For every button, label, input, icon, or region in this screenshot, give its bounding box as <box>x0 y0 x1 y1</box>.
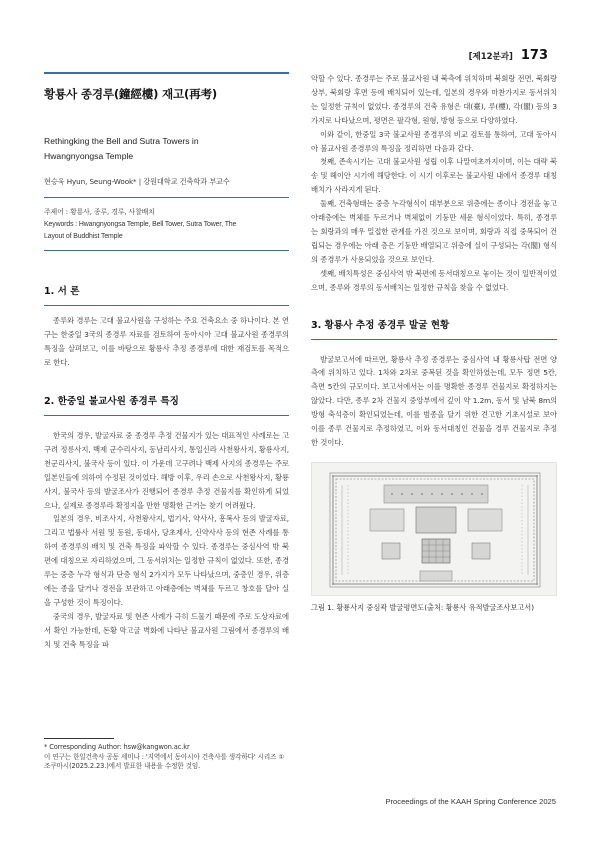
footnote-rule <box>44 738 114 739</box>
english-title <box>44 134 289 163</box>
left-column <box>44 72 289 652</box>
body-paragraph: 발굴보고서에 따르면, 황룡사 추정 종경루는 중심사역 내 황룡사탑 전면 양측에 위치하고 있다. 1차와 2차로 중복된 것을 확인하였는데, 모두 정면 5칸, 측면 5칸의 규모이다. 보고서에서는 이를 명확한 종경루 건물지로 확정하지는 않았다. 다만, 종루 2차 건물지 중앙부에서 깊이 약 1.2m, 동서 및 남북 8m의 방형 축석층이 확인되었는데, 이를 범종을 달기 위한 견고한 기초시설로 보아 이를 종루 건물지로 추정하였고, 이와 동서대칭인 건물을 경루 건물지로 추정한 것이다. <box>311 354 557 447</box>
body-paragraph: 둘째, 건축형태는 중층 누각형식이 대부분으로 위층에는 종이나 경전을 놓고 아래층에는 벽체를 두르거나 벽체없이 기둥만 세운 형식이었다. 특히, 종경루는 회랑과의 매우 밀접한 관계를 가진 것으로 보이며, 회랑과 직접 중복되어 건립되는 경우에는 아래 층은 기둥만 배열되고 위층에 실이 구성되는 각(閣) 형식의 종경루가 사용되었을 것으로 보인다. <box>311 199 557 264</box>
body-paragraph: 중국의 경우, 발굴자료 및 현존 사례가 극히 드물기 때문에 주로 도상자료에서 확인 가능한데, 돈황 막고굴 벽화에 나타난 불교사원 그림에서 종경루의 배치 및 건축 특징을 파 <box>44 611 289 649</box>
excavation-plan-figure <box>311 462 557 596</box>
body-paragraph: 셋째, 배치특성은 중심사역 밖 북편에 동서대칭으로 놓이는 것이 일반적이었으며, 종루와 경루의 동서배치는 일정한 규칙을 찾을 수 없었다. <box>311 268 557 292</box>
body-paragraph: 첫째, 존속시기는 고대 불교사원 성립 이후 나말여초까지이며, 이는 대략 북송 및 헤이안 시기에 해당한다. 이 시기 이후로는 불교사원 내에서 종경루 대칭배치가 사라지게 된다. <box>311 157 557 195</box>
session-tag: [제12분과] <box>468 52 513 62</box>
acknowledgement-note: 이 연구는 한일건축사 공동 세미나 : '지역에서 동아시아 건축사를 생각하다' 시리즈 ①조쿠마시(2025.2.23.)에서 발표한 내용을 수정한 것임. <box>44 752 285 771</box>
keywords-english: Layout of Buddhist Temple <box>44 232 123 240</box>
body-paragraph: 일본의 경우, 비조사지, 사천왕사지, 법기사, 약사사, 흥복사 등의 발굴자료, 그리고 법륭사 서원 및 동원, 동대사, 당초제사, 신약사사 등의 현존 사례를 통하여 종경루의 배치 및 건축 특징을 파악할 수 있다. 종경루는 중심사역 밖 북편에 대칭으로 자리하였으며, 그 동서위치는 일정한 규칙이 없었다. 또한, 종경루는 중층 누각 형식과 단층 형식 2가지가 모두 나타났으며, 중층인 경우, 위층에는 종을 달거나 경전을 보관하고 아래층에는 벽체를 두르고 창호를 달아 실을 구성한 것이 특징이다. <box>44 514 289 607</box>
intro-paragraph: 종루와 경루는 고대 불교사원을 구성하는 주요 건축요소 중 하나이다. 본 연구는 한중일 3국의 종경루 자료를 검토하여 동아시아 고대 불교사원 종경루의 특징을 살펴보고, 이를 바탕으로 황룡사 추정 종경루에 대한 재검토를 목적으로 한다. <box>44 316 289 368</box>
keywords-rule <box>44 250 289 251</box>
footnote <box>44 738 289 772</box>
english-title-line: Hwangnyongsa Temple <box>44 150 134 161</box>
corresponding-author: * Corresponding Author: hsw@kangwon.ac.kr <box>44 743 190 751</box>
page-header <box>469 48 548 63</box>
excavation-plan-drawing <box>312 463 557 596</box>
body-paragraph: 이와 같이, 한중일 3국 불교사원 종경루의 비교 검토를 통하여, 고대 동아시아 불교사원 종경루의 특징을 정리하면 다음과 같다. <box>311 129 557 153</box>
section-heading-comparison: 2. 한중일 불교사원 종경루 특징 <box>44 393 289 416</box>
english-title-line: Rethingking the Bell and Sutra Towers in <box>44 136 199 146</box>
korean-title: 황룡사 종경루(鐘經樓) 재고(再考) <box>44 87 218 101</box>
keywords-block <box>44 207 289 242</box>
keywords-korean: 주제어 : 황룡사, 종루, 경루, 사찰배치 <box>44 208 155 216</box>
figure-caption: 그림 1. 황룡사지 중심곽 발굴평면도(출처: 황룡사 유적발굴조사보고서) <box>311 602 535 612</box>
page-number: 173 <box>520 48 548 63</box>
author-rule <box>44 197 289 198</box>
section-heading-introduction: 1. 서 론 <box>44 283 289 306</box>
body-paragraph: 악할 수 있다. 종경루는 주로 불교사원 내 북측에 위치하며 북회랑 전면, 북회랑 상부, 북회랑 후면 등에 배치되어 있는데, 일본의 경우와 마찬가지로 동서위치는 일정한 규칙이 없었다. 종경루의 건축 유형은 대(臺), 루(樓), 각(閣) 등의 3가지로 나타났으며, 평면은 팔각형, 원형, 방형 등으로 다양하였다. <box>311 74 557 125</box>
title-rule <box>44 72 289 74</box>
body-paragraph: 한국의 경우, 발굴자료 중 종경루 추정 건물지가 있는 대표적인 사례로는 고구려 정릉사지, 백제 군수리사지, 동남리사지, 통일신라 사천왕사지, 황룡사지, 천군리사지, 불국사 등이 있다. 이 가운데 고구려나 백제 사지의 종경루는 주로 일본인들에 의하여 수정된 것이었다. 해방 이후, 우리 손으로 사천왕사지, 황룡사지, 불국사 등의 발굴조사가 진행되어 종경루 추정 건물지를 확인하게 되었으나, 실제로 종경루라 확정지을 만한 명확한 근거는 찾기 어려웠다. <box>44 431 289 510</box>
author-line: 현승욱 Hyun, Seung-Wook* | 강원대학교 건축학과 부교수 <box>44 177 230 186</box>
page-footer: Proceedings of the KAAH Spring Conference 2025 <box>385 797 556 806</box>
right-column <box>311 72 557 614</box>
keywords-english: Keywords : Hwangnyongsa Temple, Bell Tower, Sutra Tower, The <box>44 220 237 228</box>
section-heading-excavation: 3. 황룡사 추정 종경루 발굴 현황 <box>311 317 557 340</box>
